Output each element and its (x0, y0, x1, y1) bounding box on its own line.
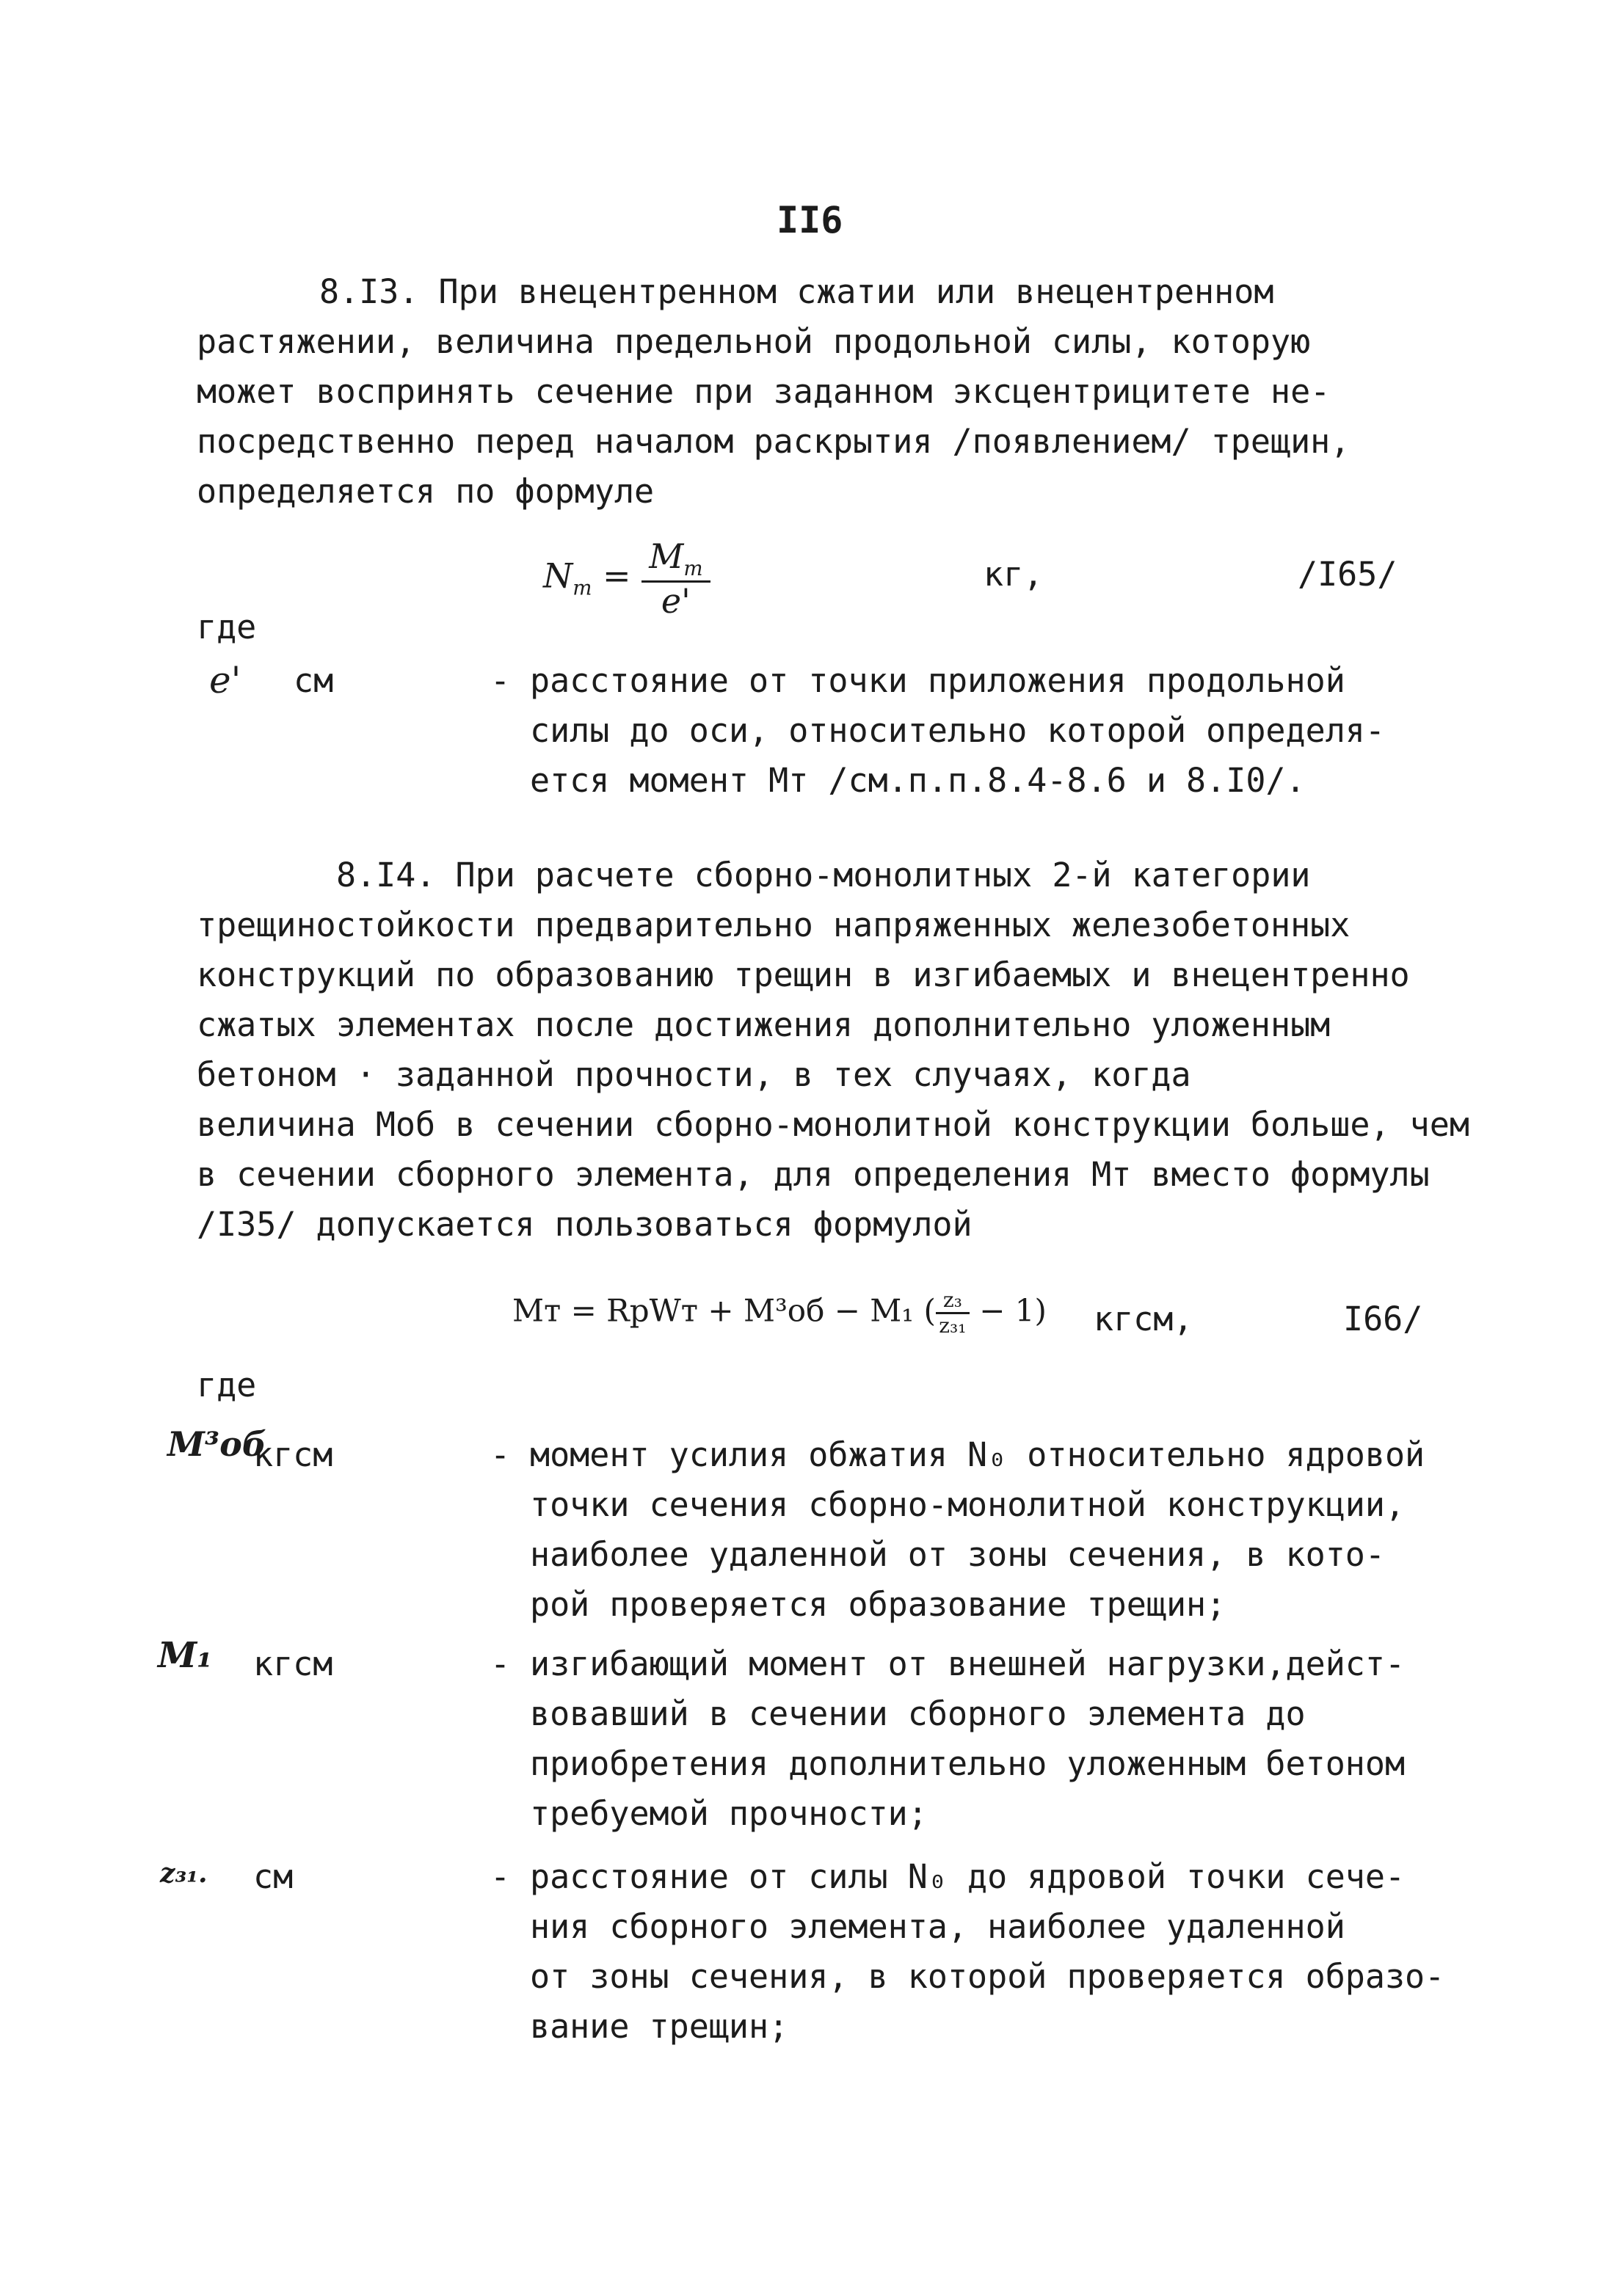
s813-line-2: растяжении, величина предельной продольной силы, которую (197, 322, 1311, 361)
formula-165-number: /I65/ (1298, 555, 1397, 594)
def-z-line-1: расстояние от силы N₀ до ядровой точки сече- (530, 1857, 1406, 1896)
def-e-dash: - (490, 661, 511, 700)
def-mob-symbol: M³об (167, 1424, 266, 1464)
def-m1-symbol: M₁ (158, 1635, 213, 1676)
def-mob-line-1: момент усилия обжатия N₀ относительно ядровой (530, 1435, 1425, 1474)
s814-line-6: величина Mоб в сечении сборно-монолитной конструкции больше, чем (197, 1105, 1469, 1144)
s814-line-7: в сечении сборного элемента, для определения Mт вместо формулы (197, 1155, 1430, 1194)
def-m1-line-1: изгибающий момент от внешней нагрузки,дейст- (530, 1644, 1406, 1683)
def-mob-dash: - (490, 1435, 511, 1474)
def-z-line-4: вание трещин; (530, 2007, 789, 2046)
formula-165-lhs-sub: т (572, 575, 592, 600)
formula-165-denominator: e' (661, 580, 691, 621)
def-z-line-3: от зоны сечения, в которой проверяется образо- (530, 1957, 1445, 1996)
def-z-symbol: z₃₁. (160, 1858, 208, 1889)
s814-line-3: конструкций по образованию трещин в изгибаемых и внецентренно (197, 955, 1410, 994)
formula-166-unit: кгсм, (1094, 1300, 1193, 1338)
def-z-line-2: ния сборного элемента, наиболее удаленной (530, 1907, 1345, 1946)
def-z-unit: см (253, 1857, 294, 1896)
def-e-line-3: ется момент Mт /см.п.п.8.4-8.6 и 8.I0/. (530, 761, 1306, 800)
def-e-line-2: силы до оси, относительно которой определя- (530, 711, 1385, 750)
def-m1-line-2: вовавший в сечении сборного элемента до (530, 1694, 1306, 1733)
formula-165-unit: кг, (984, 555, 1044, 594)
s814-line-4: сжатых элементах после достижения дополнительно уложенным (197, 1005, 1331, 1044)
formula-165-eq: = (603, 555, 631, 596)
formula-165-numerator: $M_т$ (641, 539, 710, 583)
def-mob-line-4: рой проверяется образование трещин; (530, 1585, 1226, 1624)
page-number: II6 (777, 199, 843, 241)
s813-line-5: определяется по формуле (197, 472, 655, 511)
where-label-1: где (197, 608, 257, 646)
s814-line-2: трещиностойкости предварительно напряженных железобетонных (197, 905, 1351, 944)
formula-166-frac-den: z₃₁ (939, 1313, 967, 1338)
formula-165 (543, 536, 710, 621)
formula-165-fraction (641, 536, 710, 621)
formula-166-tail: − 1) (979, 1292, 1047, 1329)
formula-166-number: I66/ (1343, 1300, 1423, 1338)
def-m1-dash: - (490, 1644, 511, 1683)
def-m1-line-4: требуемой прочности; (530, 1794, 928, 1833)
def-mob-line-3: наиболее удаленной от зоны сечения, в кото- (530, 1535, 1385, 1574)
def-e-line-1: расстояние от точки приложения продольной (530, 661, 1345, 700)
def-mob-unit: кгсм (253, 1435, 333, 1474)
s814-line-1: 8.I4. При расчете сборно-монолитных 2-й категории (336, 856, 1311, 894)
formula-166-frac-num: z₃ (936, 1290, 970, 1314)
where-label-2: где (197, 1366, 257, 1404)
def-m1-unit: кгсм (253, 1644, 333, 1683)
formula-166-fraction (936, 1290, 970, 1336)
s813-line-4: посредственно перед началом раскрытия /появлением/ трещин, (197, 422, 1351, 461)
s814-line-5: бетоном · заданной прочности, в тех случаях, когда (197, 1055, 1191, 1094)
s814-line-8: /I35/ допускается пользоваться формулой (197, 1205, 973, 1244)
def-e-symbol: e' (209, 659, 241, 701)
def-z-dash: - (490, 1857, 511, 1896)
formula-166-main: Mт = RрWт + M³об − M₁ (512, 1292, 915, 1329)
s813-line-3: может воспринять сечение при заданном эксцентрицитете не- (197, 372, 1331, 411)
def-mob-line-2: точки сечения сборно-монолитной конструкции, (530, 1485, 1406, 1524)
s813-line-1: 8.I3. При внецентренном сжатии или внецентренном (319, 272, 1274, 311)
def-m1-line-3: приобретения дополнительно уложенным бетоном (530, 1744, 1406, 1783)
formula-166: Mт = RрWт + M³об − M₁ ( $\frac{\text{z₃}}{\text{z₃₁}}$ − 1) (512, 1288, 1047, 1338)
def-e-unit: см (294, 661, 334, 700)
formula-165-lhs: N (543, 555, 573, 596)
